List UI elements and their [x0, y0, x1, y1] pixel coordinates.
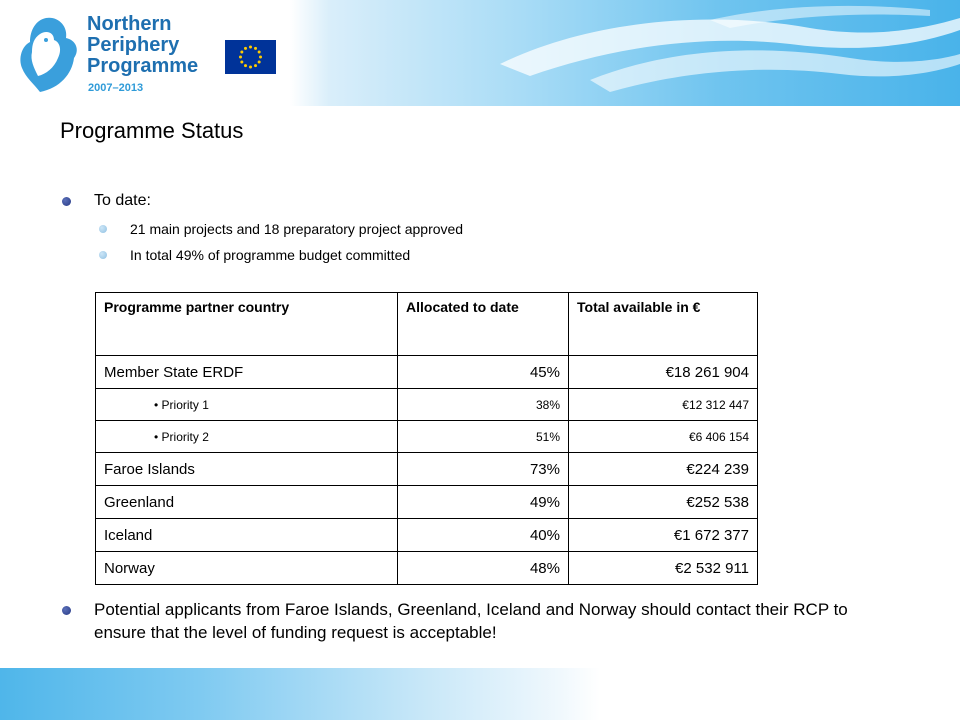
bullet-icon	[62, 197, 71, 206]
total-cell: €252 538	[569, 486, 758, 519]
column-header: Programme partner country	[96, 293, 398, 356]
logo-wordmark	[87, 14, 198, 77]
table-row	[96, 486, 758, 519]
table-header-row	[96, 293, 758, 356]
allocated-cell: 38%	[398, 389, 569, 421]
dove-logo-icon	[16, 14, 80, 94]
total-cell: €1 672 377	[569, 519, 758, 552]
allocated-cell: 73%	[398, 453, 569, 486]
total-cell: €224 239	[569, 453, 758, 486]
eu-flag-icon	[225, 40, 276, 74]
footer-band	[0, 668, 960, 720]
country-cell: • Priority 2	[96, 421, 398, 453]
eu-star-icon	[244, 47, 247, 50]
logo-line-2: Periphery	[87, 34, 180, 56]
eu-star-icon	[244, 64, 247, 67]
list-item	[60, 190, 151, 212]
allocated-cell: 49%	[398, 486, 569, 519]
table-row	[96, 519, 758, 552]
eu-star-icon	[259, 56, 262, 59]
total-cell: €2 532 911	[569, 552, 758, 585]
logo-line-3: Programme	[87, 55, 199, 77]
table-row	[96, 421, 758, 453]
allocated-cell: 40%	[398, 519, 569, 552]
header-band	[0, 0, 960, 106]
column-header: Total available in €	[569, 293, 758, 356]
table-row	[96, 356, 758, 389]
country-cell: • Priority 1	[96, 389, 398, 421]
table-row	[96, 552, 758, 585]
sub-item-text: In total 49% of programme budget committed	[130, 247, 411, 263]
eu-star-icon	[249, 66, 252, 69]
allocated-cell: 45%	[398, 356, 569, 389]
country-cell: Faroe Islands	[96, 453, 398, 486]
country-cell: Norway	[96, 552, 398, 585]
country-cell: Member State ERDF	[96, 356, 398, 389]
to-date-sublist	[96, 216, 463, 268]
total-cell: €6 406 154	[569, 421, 758, 453]
eu-star-icon	[258, 61, 261, 64]
wave-decoration-icon	[290, 0, 960, 106]
column-header: Allocated to date	[398, 293, 569, 356]
total-cell: €18 261 904	[569, 356, 758, 389]
closing-note	[60, 598, 880, 644]
logo-block	[0, 0, 290, 106]
eu-star-icon	[240, 51, 243, 54]
eu-star-icon	[240, 61, 243, 64]
sub-bullet-icon	[99, 251, 107, 259]
list-item	[96, 216, 463, 242]
total-cell: €12 312 447	[569, 389, 758, 421]
table-row	[96, 389, 758, 421]
eu-star-icon	[254, 47, 257, 50]
list-item	[96, 242, 463, 268]
logo-line-1: Northern	[87, 13, 172, 35]
to-date-label: To date:	[94, 192, 151, 209]
eu-star-icon	[249, 46, 252, 49]
eu-star-icon	[239, 56, 242, 59]
to-date-list	[60, 190, 151, 212]
allocated-cell: 51%	[398, 421, 569, 453]
country-cell: Iceland	[96, 519, 398, 552]
sub-bullet-icon	[99, 225, 107, 233]
logo-years: 2007–2013	[88, 82, 144, 94]
country-cell: Greenland	[96, 486, 398, 519]
bullet-icon	[62, 606, 71, 615]
closing-text: Potential applicants from Faroe Islands, Greenland, Iceland and Norway should contact their RCP to ensure that the level of funding request is acceptable!	[94, 600, 848, 642]
table-row	[96, 453, 758, 486]
budget-table	[95, 292, 758, 585]
eu-star-icon	[258, 51, 261, 54]
page-title: Programme Status	[60, 118, 244, 143]
eu-star-icon	[254, 64, 257, 67]
allocated-cell: 48%	[398, 552, 569, 585]
sub-item-text: 21 main projects and 18 preparatory project approved	[130, 221, 464, 237]
